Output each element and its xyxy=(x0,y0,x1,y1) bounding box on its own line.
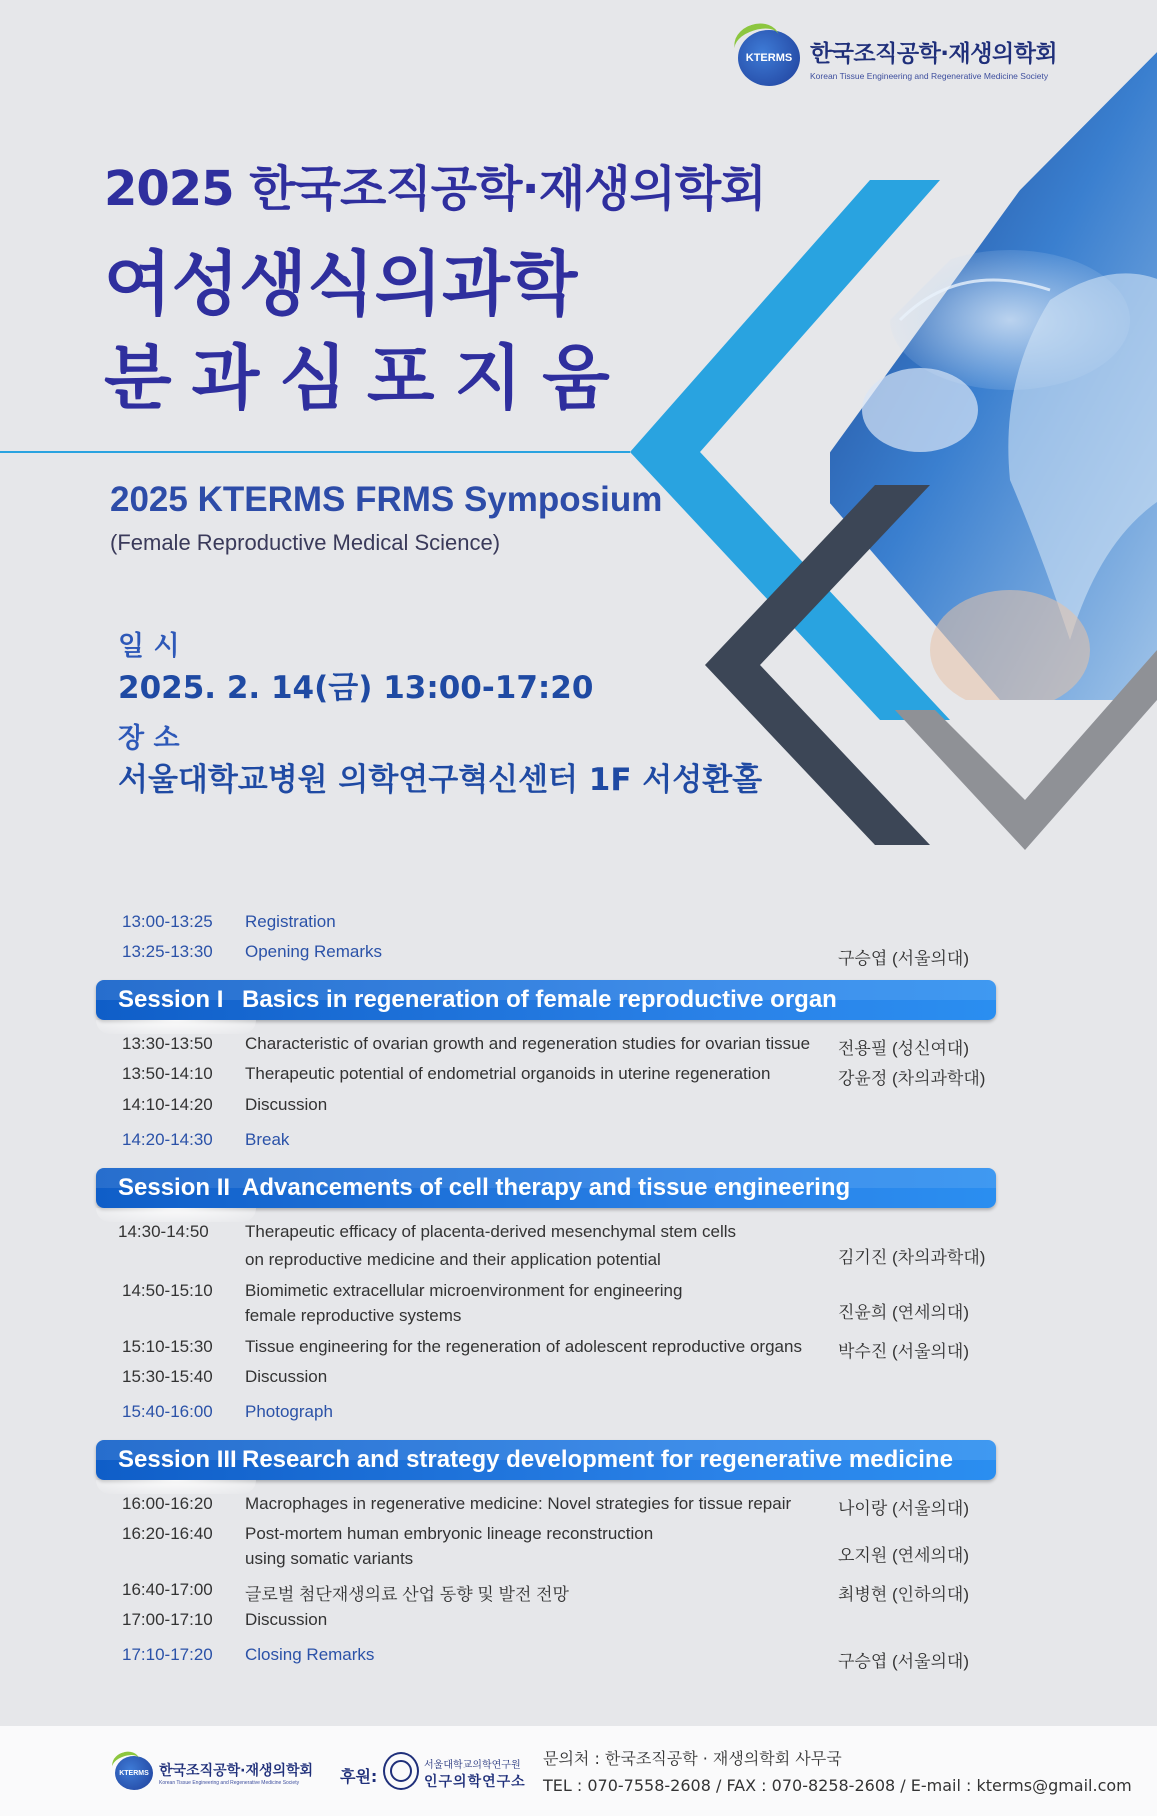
program-speaker: 강윤정 (차의과학대) xyxy=(838,1069,986,1088)
society-logo xyxy=(738,30,1057,86)
program-title: Macrophages in regenerative medicine: Novel strategies for tissue repair xyxy=(245,1494,792,1513)
program-title-cont: using somatic variants xyxy=(245,1549,414,1568)
program-time: 14:20-14:30 xyxy=(122,1130,213,1149)
session-highlight xyxy=(96,1208,256,1222)
session-title: Research and strategy development for regenerative medicine xyxy=(242,1446,953,1473)
date-label: 일 시 xyxy=(118,631,180,662)
program-speaker: 오지원 (연세의대) xyxy=(838,1546,969,1565)
contact-info: 문의처 : 한국조직공학 · 재생의학회 사무국 xyxy=(543,1749,842,1768)
program-time: 17:00-17:10 xyxy=(122,1610,213,1629)
footer xyxy=(0,1726,1157,1816)
program-speaker: 구승엽 (서울의대) xyxy=(838,1652,969,1671)
date-value: 2025. 2. 14(금) 13:00-17:20 xyxy=(118,670,594,706)
session-bar xyxy=(96,1168,996,1208)
program-time: 17:10-17:20 xyxy=(122,1645,213,1664)
english-title: 2025 KTERMS FRMS Symposium xyxy=(110,480,663,519)
program-title-cont: on reproductive medicine and their application potential xyxy=(245,1250,661,1269)
reproductive-organ-image xyxy=(810,52,1157,710)
session-bar xyxy=(96,980,996,1020)
program-title: Tissue engineering for the regeneration of adolescent reproductive organs xyxy=(245,1337,802,1356)
program-title-cont: female reproductive systems xyxy=(245,1306,462,1325)
support-label: 후원: xyxy=(340,1767,378,1786)
program-speaker: 최병현 (인하의대) xyxy=(838,1585,969,1604)
program-title: Closing Remarks xyxy=(245,1645,375,1664)
kterms-logo-icon: KTERMS xyxy=(738,30,800,86)
program-title: Post-mortem human embryonic lineage reconstruction xyxy=(245,1524,654,1543)
session-title: Basics in regeneration of female reproductive organ xyxy=(242,986,837,1013)
program-time: 16:40-17:00 xyxy=(122,1580,213,1599)
society-name-ko: 한국조직공학·재생의학회 xyxy=(810,41,1058,67)
program-title: Therapeutic efficacy of placenta-derived mesenchymal stem cells xyxy=(245,1222,737,1241)
contact-details: TEL : 070-7558-2608 / FAX : 070-8258-2608 / E-mail : kterms@gmail.com xyxy=(543,1776,1132,1795)
program-time: 15:30-15:40 xyxy=(122,1367,213,1386)
title-line2: 여성생식의과학 xyxy=(104,243,578,325)
place-value: 서울대학교병원 의학연구혁신센터 1F 서성환홀 xyxy=(118,762,763,798)
session-highlight xyxy=(96,1020,256,1034)
program-time: 13:00-13:25 xyxy=(122,912,213,931)
footer-society-name-en: Korean Tissue Engineering and Regenerative Medicine Society xyxy=(159,1780,300,1786)
english-subtitle: (Female Reproductive Medical Science) xyxy=(110,530,501,555)
program-title: Break xyxy=(245,1130,290,1149)
footer-society-logo xyxy=(115,1756,313,1790)
session-label: Session III xyxy=(118,1446,237,1473)
title-line1: 2025 한국조직공학·재생의학회 xyxy=(104,161,766,217)
program-speaker: 나이랑 (서울의대) xyxy=(838,1499,969,1518)
program-time: 16:00-16:20 xyxy=(122,1494,213,1513)
program-time: 13:50-14:10 xyxy=(122,1064,213,1083)
program-time: 14:30-14:50 xyxy=(118,1222,209,1241)
program-title: Discussion xyxy=(245,1367,328,1386)
program-time: 14:10-14:20 xyxy=(122,1095,213,1114)
title-line3: 분과심포지움 xyxy=(104,337,630,419)
program-time: 15:10-15:30 xyxy=(122,1337,213,1356)
program-time: 14:50-15:10 xyxy=(122,1281,213,1300)
institute-name-line1: 서울대학교의학연구원 xyxy=(424,1760,521,1771)
program-speaker: 구승엽 (서울의대) xyxy=(838,949,969,968)
program-title: Therapeutic potential of endometrial organoids in uterine regeneration xyxy=(245,1064,771,1083)
university-seal-icon xyxy=(383,1752,419,1790)
program-speaker: 전용필 (성신여대) xyxy=(838,1039,969,1058)
society-name-en: Korean Tissue Engineering and Regenerative Medicine Society xyxy=(810,71,1049,81)
program-time: 16:20-16:40 xyxy=(122,1524,213,1543)
program-title: 글로벌 첨단재생의료 산업 동향 및 발전 전망 xyxy=(245,1585,569,1604)
program-title: Discussion xyxy=(245,1095,328,1114)
program-title: Characteristic of ovarian growth and regeneration studies for ovarian tissue xyxy=(245,1034,811,1053)
session-bar xyxy=(96,1440,996,1480)
program-title: Opening Remarks xyxy=(245,942,383,961)
program-speaker: 박수진 (서울의대) xyxy=(838,1342,969,1361)
program-title: Photograph xyxy=(245,1402,333,1421)
footer-society-name: 한국조직공학·재생의학회 xyxy=(159,1763,314,1779)
session-highlight xyxy=(96,1480,256,1494)
program-time: 15:40-16:00 xyxy=(122,1402,213,1421)
program-speaker: 김기진 (차의과학대) xyxy=(838,1248,986,1267)
session-label: Session II xyxy=(118,1174,231,1201)
program-title: Registration xyxy=(245,912,336,931)
place-label: 장 소 xyxy=(118,723,180,754)
program-title: Discussion xyxy=(245,1610,328,1629)
program-time: 13:30-13:50 xyxy=(122,1034,213,1053)
session-title: Advancements of cell therapy and tissue engineering xyxy=(242,1174,851,1201)
program-speaker: 진윤희 (연세의대) xyxy=(838,1303,969,1322)
kterms-logo-icon: KTERMS xyxy=(115,1756,153,1790)
session-label: Session I xyxy=(118,986,224,1013)
program-time: 13:25-13:30 xyxy=(122,942,213,961)
institute-name-line2: 인구의학연구소 xyxy=(424,1774,526,1790)
program-title: Biomimetic extracellular microenvironment for engineering xyxy=(245,1281,683,1300)
